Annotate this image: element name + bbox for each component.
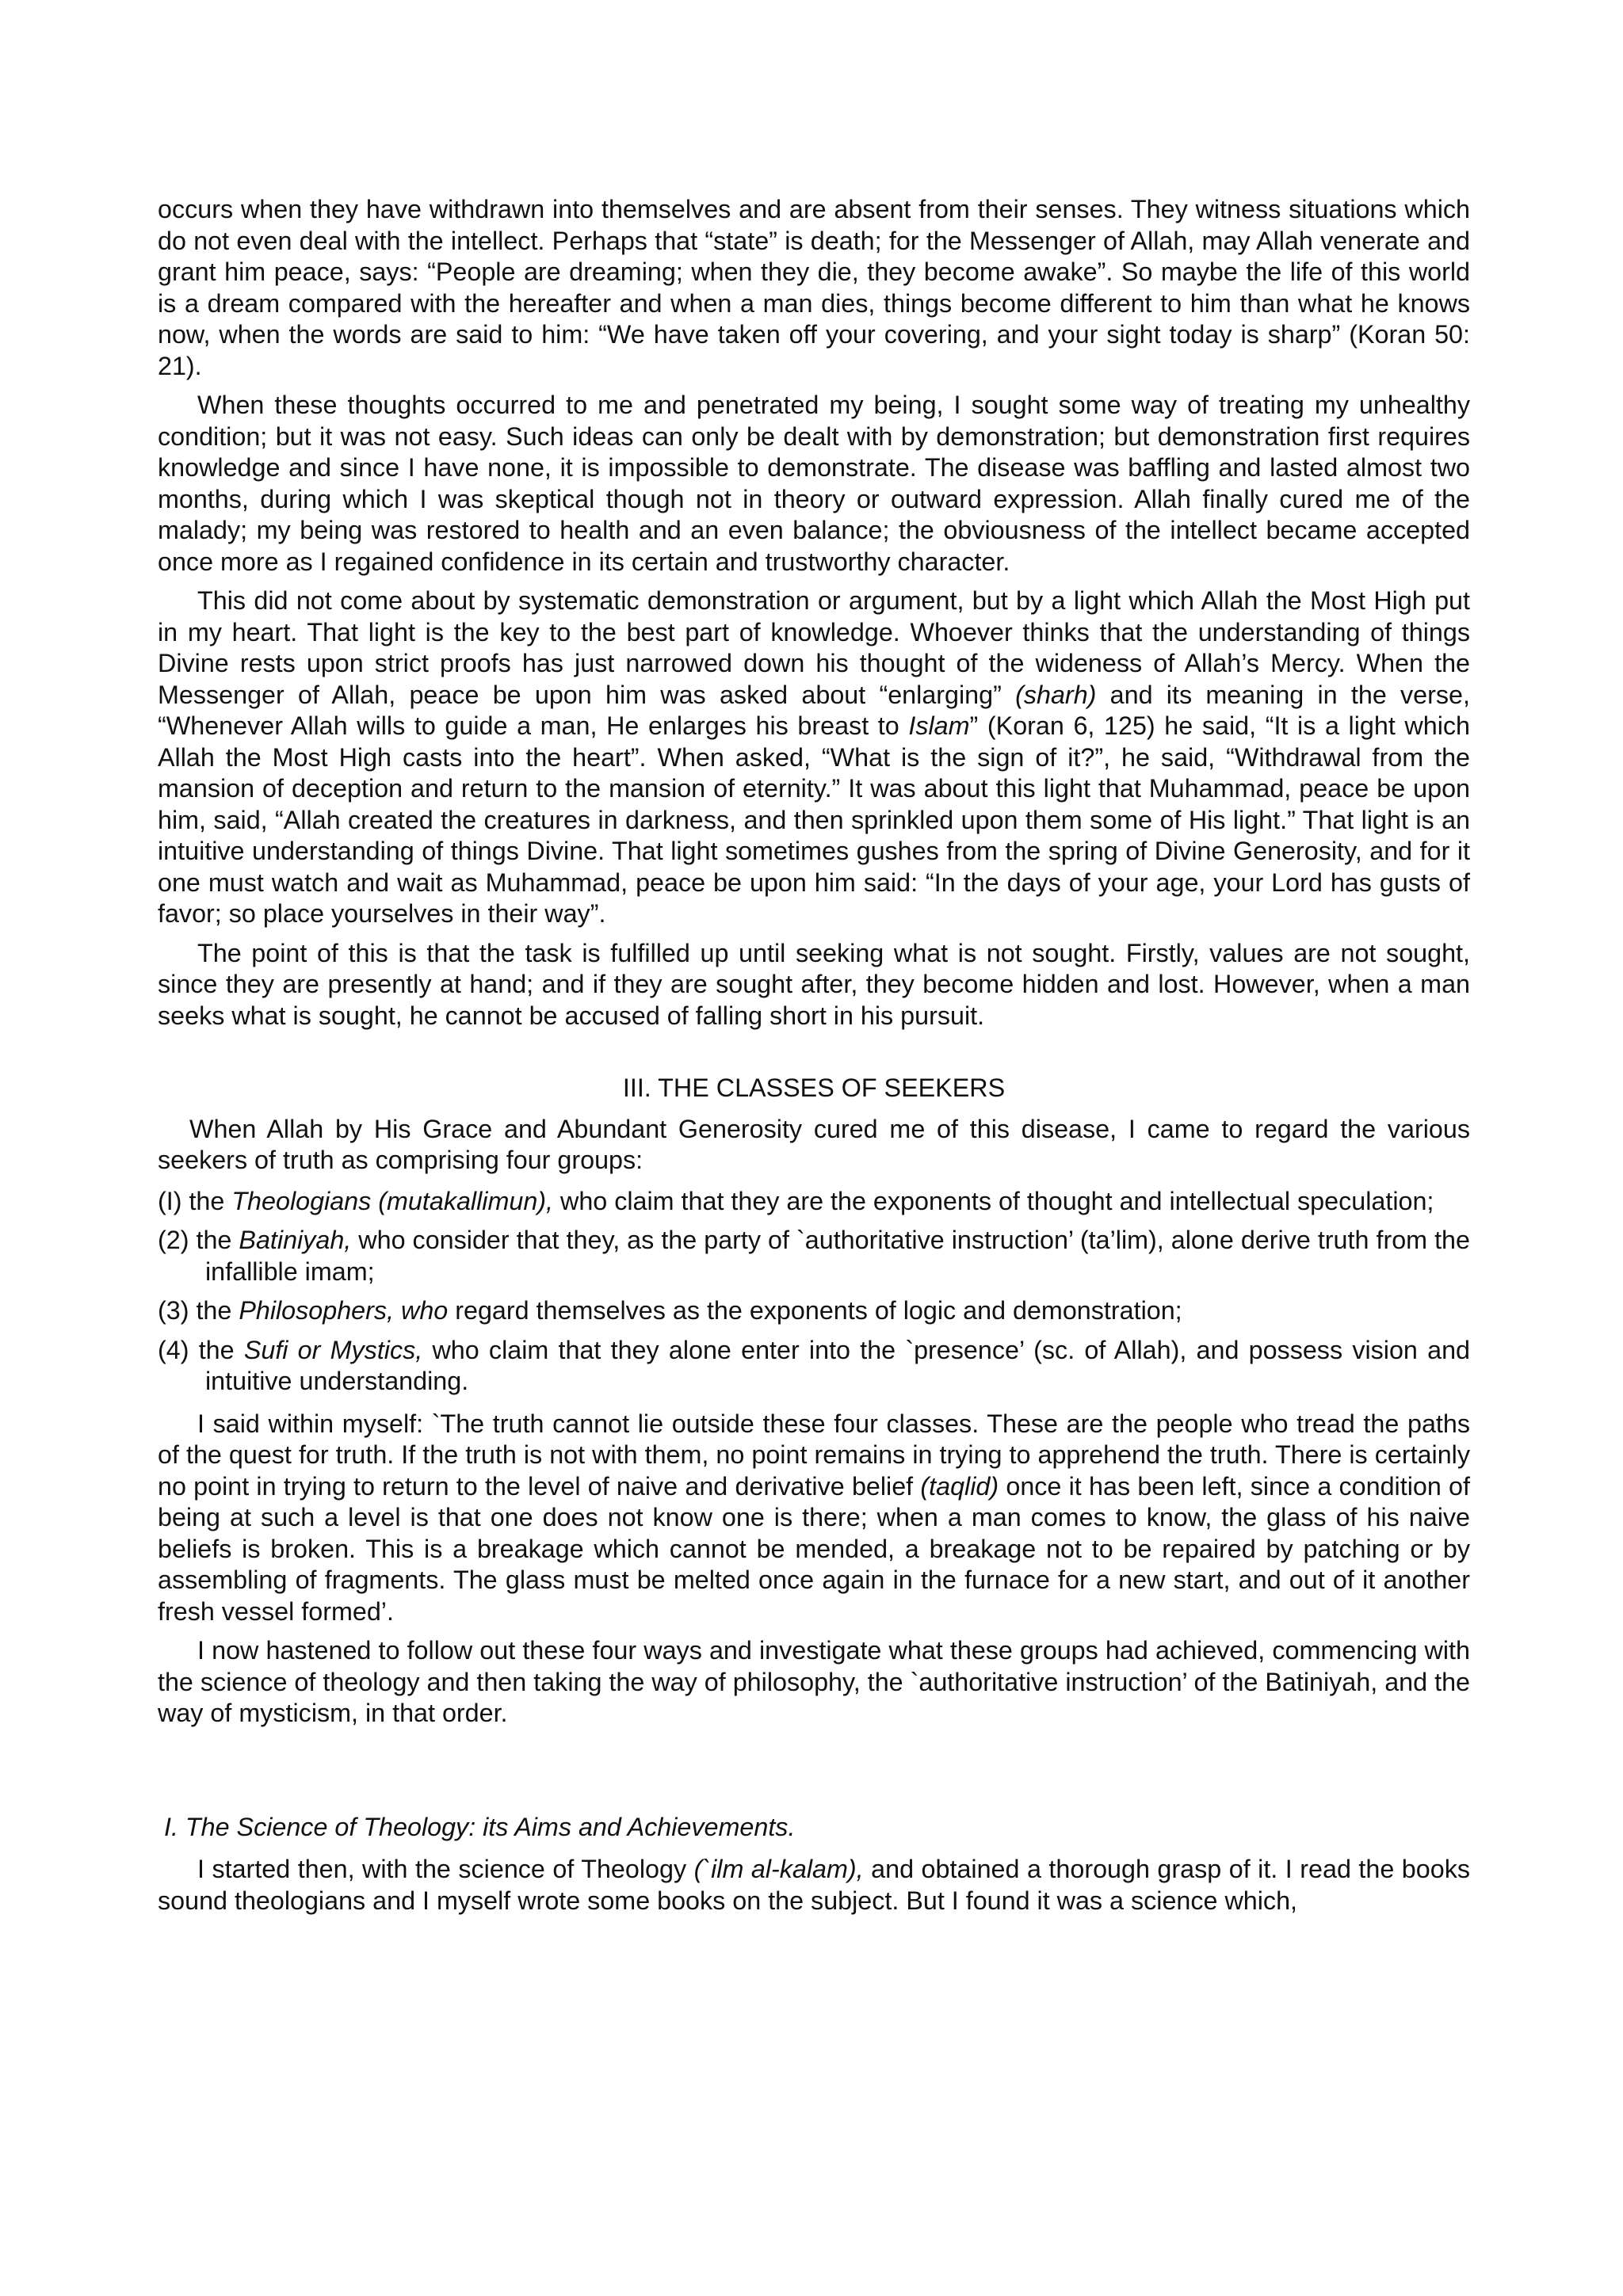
italic-text: Theologians (mutakallimun),	[231, 1186, 554, 1215]
list-item	[158, 1186, 1470, 1218]
text-run: (4) the	[158, 1335, 244, 1364]
text-run: When Allah by His Grace and Abundant Generosity cured me of this disease, I came to regard the various seekers of truth as comprising four groups:	[158, 1114, 1470, 1174]
italic-text: (taqlid)	[920, 1471, 999, 1501]
subsection-heading: I. The Science of Theology: its Aims and Achievements.	[164, 1812, 796, 1841]
paragraph-light	[158, 585, 1470, 930]
text-run: This did not come about by systematic demonstration or argument, but by a light which Allah the Most High put in my heart. That light is the key to the best part of knowledge. Whoever thinks that the understanding of things Divine rests upon strict proofs has just narrowed down his thought of the wideness of Allah’s Mercy. When the Messenger of Allah, peace be upon him was asked about “enlarging”	[158, 586, 1470, 709]
paragraph-groups-intro	[158, 1114, 1470, 1177]
text-run: (2) the	[158, 1226, 239, 1254]
text-run: regard themselves as the exponents of logic and demonstration;	[448, 1296, 1182, 1325]
text-run: When these thoughts occurred to me and penetrated my being, I sought some way of treating my unhealthy condition; but it was not easy. Such ideas can only be dealt with by demonstration; but demonstration first requires knowledge and since I have none, it is impossible to demonstrate. The disease was baffling and lasted almost two months, during which I was skeptical though not in theory or outward expression. Allah finally cured me of the malady; my being was restored to health and an even balance; the obviousness of the intellect became accepted once more as I regained confidence in its certain and trustworthy character.	[158, 391, 1470, 576]
text-run: who consider that they, as the party of `authoritative instruction’ (ta’lim), alone derive truth from the infallible imam;	[205, 1226, 1470, 1286]
text-run: I said within myself: `The truth cannot lie outside these four classes. These are the people who tread the paths of the quest for truth. If the truth is not with them, no point remains in trying to apprehend the truth. There is certainly no point in trying to return to the level of naive and derivative belief	[158, 1409, 1470, 1501]
list-item	[158, 1225, 1470, 1287]
section-heading: III. THE CLASSES OF SEEKERS	[622, 1074, 1006, 1102]
list-item	[158, 1295, 1470, 1327]
italic-text: Sufi or Mystics,	[243, 1335, 423, 1364]
list-item	[158, 1335, 1470, 1398]
text-run: occurs when they have withdrawn into themselves and are absent from their senses. They witness situations which do not even deal with the intellect. Perhaps that “state” is death; for the Messenger of Allah, may Allah venerate and grant him peace, says: “People are dreaming; when they die, they become awake”. So maybe the life of this world is a dream compared with the hereafter and when a man dies, things become different to him than what he knows now, when the words are said to him: “We have taken off your covering, and your sight today is sharp” (Koran 50: 21).	[158, 195, 1470, 380]
text-run: once it has been left, since a condition of being at such a level is that one does not know one is there; when a man comes to know, the glass of his naive beliefs is broken. This is a breakage which cannot be mended, a breakage not to be repaired by patching or by assembling of fragments. The glass must be melted once again in the furnace for a new start, and out of it another fresh vessel formed’.	[158, 1471, 1470, 1626]
seekers-list	[158, 1186, 1470, 1398]
text-run: who claim that they are the exponents of thought and intellectual speculation;	[553, 1186, 1434, 1215]
text-run: (I) the	[158, 1186, 232, 1215]
text-run: I now hastened to follow out these four ways and investigate what these groups had achieved, commencing with the science of theology and then taking the way of philosophy, the `authoritative instruction’ of the Batiniyah, and the way of mysticism, in that order.	[158, 1636, 1470, 1727]
paragraph-thoughts	[158, 390, 1470, 578]
italic-text: (`ilm al-kalam),	[693, 1855, 864, 1883]
paragraph-started	[158, 1854, 1470, 1917]
text-run: I started then, with the science of Theology	[197, 1855, 694, 1883]
paragraph-opening	[158, 194, 1470, 382]
paragraph-within-myself	[158, 1409, 1470, 1628]
italic-text: (sharh)	[1015, 680, 1097, 709]
italic-text: Batiniyah,	[239, 1226, 352, 1254]
document-body	[158, 194, 1470, 1924]
italic-text: Philosophers, who	[239, 1296, 449, 1325]
text-run: The point of this is that the task is fulfilled up until seeking what is not sought. Firstly, values are not sought, since they are presently at hand; and if they are sought after, they become hidden and lost. However, when a man seeks what is sought, he cannot be accused of falling short in his pursuit.	[158, 938, 1470, 1030]
text-run: and its meaning in the verse, “Whenever Allah wills to guide a man, He enlarges his breast to	[158, 680, 1470, 740]
paragraph-point	[158, 938, 1470, 1032]
text-run: ” (Koran 6, 125) he said, “It is a light which Allah the Most High casts into the heart”. When asked, “What is the sign of it?”, he said, “Withdrawal from the mansion of deception and return to the mansion of eternity.” It was about this light that Muhammad, peace be upon him, said, “Allah created the creatures in darkness, and then sprinkled upon them some of His light.” That light is an intuitive understanding of things Divine. That light sometimes gushes from the spring of Divine Generosity, and for it one must watch and wait as Muhammad, peace be upon him said: “In the days of your age, your Lord has gusts of favor; so place yourselves in their way”.	[158, 711, 1470, 928]
italic-text: Islam	[908, 711, 970, 740]
text-run: and obtained a thorough grasp of it. I read the books sound theologians and I myself wrote some books on the subject. But I found it was a science which,	[158, 1855, 1470, 1915]
text-run: (3) the	[158, 1296, 239, 1325]
text-run: who claim that they alone enter into the `presence’ (sc. of Allah), and possess vision and intuitive understanding.	[205, 1335, 1470, 1395]
paragraph-hastened	[158, 1635, 1470, 1730]
